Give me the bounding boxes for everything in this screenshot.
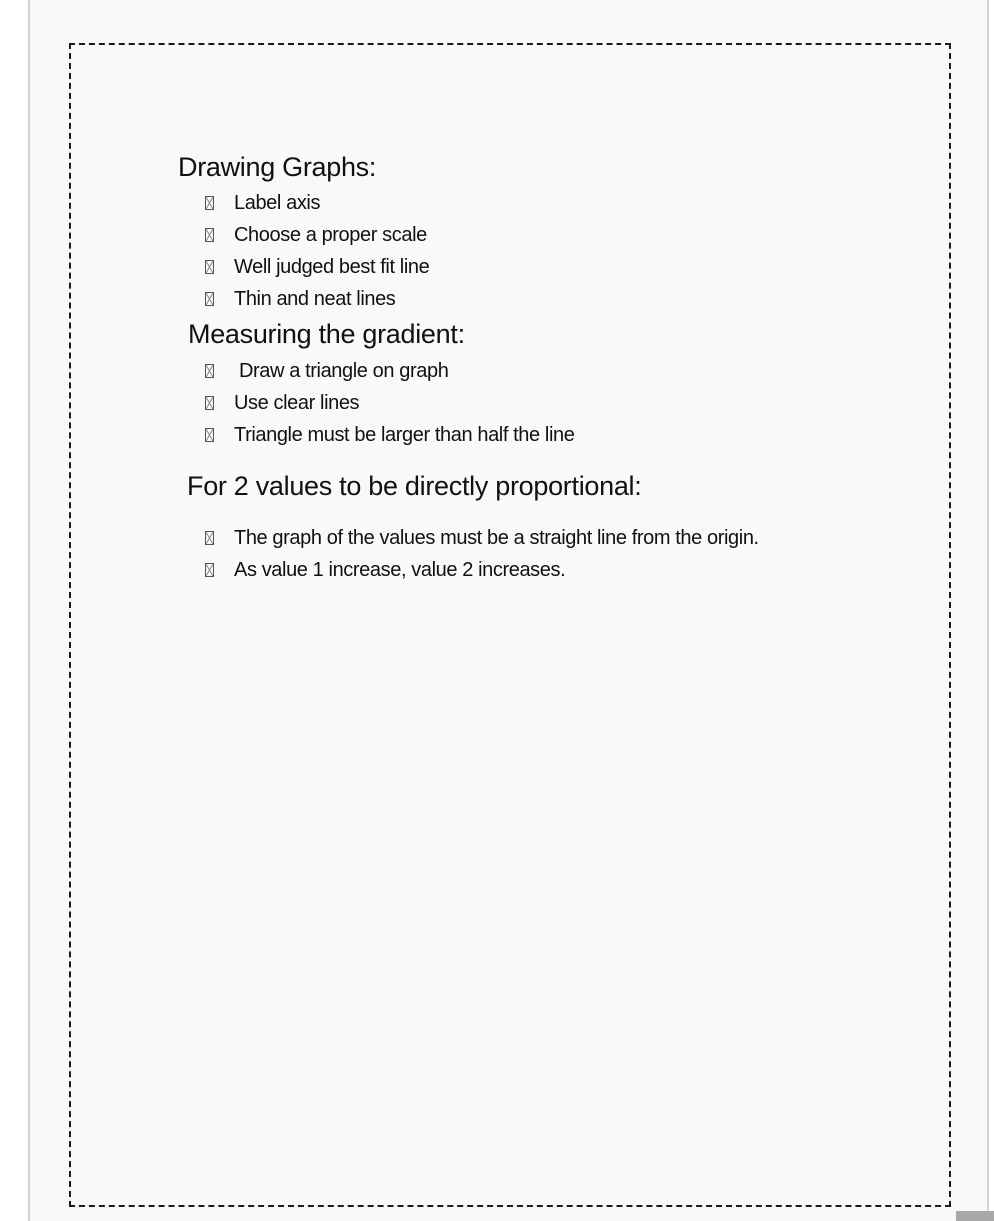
missing-glyph-box-icon	[205, 260, 214, 274]
scrollbar-thumb[interactable]	[956, 1211, 994, 1221]
list-item-text: Choose a proper scale	[234, 224, 427, 246]
list-item-text: The graph of the values must be a straight line from the origin.	[234, 527, 759, 549]
list-item-text: Label axis	[234, 192, 321, 214]
list-item-text: Well judged best fit line	[234, 256, 430, 278]
heading-measuring-gradient: Measuring the gradient:	[188, 319, 465, 349]
missing-glyph-box-icon	[205, 292, 214, 306]
list-item-text: Thin and neat lines	[234, 288, 396, 310]
list-item-text: Triangle must be larger than half the line	[234, 424, 575, 446]
missing-glyph-box-icon	[205, 196, 214, 210]
list-item-text: Use clear lines	[234, 392, 360, 414]
missing-glyph-box-icon	[205, 563, 214, 577]
document-page	[28, 0, 989, 1221]
missing-glyph-box-icon	[205, 364, 214, 378]
list-item-text: Draw a triangle on graph	[239, 360, 449, 382]
missing-glyph-box-icon	[205, 428, 214, 442]
missing-glyph-box-icon	[205, 228, 214, 242]
missing-glyph-box-icon	[205, 531, 214, 545]
list-item-text: As value 1 increase, value 2 increases.	[234, 559, 566, 581]
heading-directly-proportional: For 2 values to be directly proportional:	[187, 471, 642, 501]
heading-drawing-graphs: Drawing Graphs:	[178, 152, 377, 182]
missing-glyph-box-icon	[205, 396, 214, 410]
page-border	[69, 43, 951, 1207]
